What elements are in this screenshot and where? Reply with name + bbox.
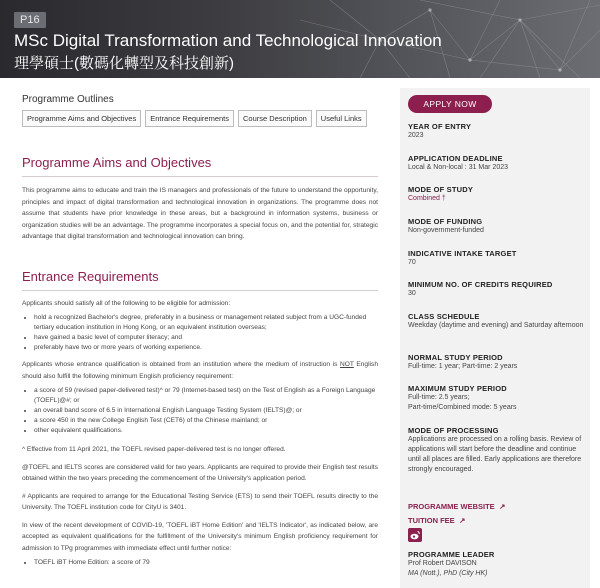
aims-text: This programme aims to educate and train the IS managers and professionals of the future to understand the opportunity, principles and impact of digital transformation and technological innovation in organizations. The programme does not assume that students have prior knowledge in these areas, but a background in information systems, business or organization studies will be an advantage. The programme incorporates a special focus on, and the potential for, strategic advantage that digital transformation and technological innovation can bring. (22, 187, 378, 240)
list-item: • preferably have two or more years of working experience. (34, 343, 378, 353)
field-label: APPLICATION DEADLINE (408, 154, 503, 163)
application-deadline (408, 154, 584, 173)
field-value: Local & Non-local : 31 Mar 2023 (408, 164, 508, 171)
external-link-icon: ↗ (459, 516, 466, 525)
weibo-glyph (408, 528, 422, 542)
leader-name: Prof Robert DAVISON (408, 560, 477, 567)
field-label: MODE OF PROCESSING (408, 426, 499, 435)
aims-title: Programme Aims and Objectives (22, 155, 212, 170)
list-item: • an overall band score of 6.5 in International English Language Testing System (IELTS)@; or (34, 406, 378, 416)
programme-banner (0, 0, 600, 78)
mode-of-funding (408, 217, 584, 236)
list-item: • TOEFL iBT Home Edition: a score of 79 (34, 558, 378, 568)
external-link-icon: ↗ (499, 502, 506, 511)
list-item: • a score 450 in the new College English Test (CET6) of the Chinese mainland; or (34, 416, 378, 426)
indicative-intake (408, 249, 584, 268)
ets-note: # Applicants are required to arrange for the Educational Testing Service (ETS) to send their TOEFL results directly to the University. The TOEFL institution code for CityU is 3401. (22, 492, 378, 511)
validity-note: @TOEFL and IELTS scores are considered valid for two years. Applicants are required to provide their English test results obtained within the two years preceding the commencement of the University's application period. (22, 463, 378, 482)
leader-qualifications: MA (Nott.), PhD (City HK) (408, 570, 488, 577)
field-label: NORMAL STUDY PERIOD (408, 353, 503, 362)
year-of-entry (408, 122, 584, 141)
dagger-icon: † (441, 195, 446, 202)
section-divider (22, 176, 378, 177)
field-label: MAXIMUM STUDY PERIOD (408, 384, 507, 393)
field-value: Weekday (daytime and evening) and Saturday afternoon (408, 322, 584, 329)
entrance-intro: Applicants should satisfy all of the following to be eligible for admission: (22, 299, 231, 307)
section-divider (22, 290, 378, 291)
class-schedule (408, 312, 584, 331)
entrance-section (22, 269, 378, 569)
field-value: 70 (408, 259, 416, 266)
tab-entrance-requirements[interactable]: Entrance Requirements (145, 110, 234, 127)
tab-aims-objectives[interactable]: Programme Aims and Objectives (22, 110, 141, 127)
weibo-share-icon[interactable] (408, 528, 422, 542)
minimum-credits (408, 280, 584, 299)
programme-info-sidebar (400, 88, 590, 588)
toefl-note: ^ Effective from 11 April 2021, the TOEFL revised paper-delivered test is no longer offered. (22, 446, 286, 453)
field-value: Non-government-funded (408, 227, 484, 234)
programme-title-zh: 理學碩士(數碼化轉型及科技創新) (14, 55, 234, 72)
field-label: YEAR OF ENTRY (408, 122, 472, 131)
medium-not-emphasis: NOT (339, 361, 354, 368)
maximum-study-period (408, 384, 584, 413)
normal-study-period (408, 353, 584, 372)
field-value: Full-time: 2.5 years; (408, 394, 470, 401)
list-item: • hold a recognized Bachelor's degree, preferably in a business or management related subject from a UGC-funded tertiary education institution in Hong Kong, or an equivalent institution overseas; (34, 313, 378, 333)
programme-website-label: PROGRAMME WEBSITE (408, 502, 495, 511)
field-value: Full-time: 1 year; Part-time: 2 years (408, 363, 518, 370)
programme-title-en: MSc Digital Transformation and Technological Innovation (14, 31, 442, 50)
programme-leader (408, 550, 584, 579)
programme-outlines-label: Programme Outlines (22, 94, 114, 105)
field-value: Combined (408, 195, 440, 202)
field-value: Part-time/Combined mode: 5 years (408, 404, 517, 411)
apply-now-button[interactable]: APPLY NOW (408, 95, 492, 113)
tuition-fee-link[interactable] (408, 510, 584, 528)
covid-note: In view of the recent development of COVID-19, 'TOEFL iBT Home Edition' and 'IELTS Indicator', as indicated below, are accepted as equivalent qualifications for the fulfillment of the University's minimum English proficiency requirement for admission to TPg programmes with immediate effect until further notice: (22, 521, 378, 552)
field-label: PROGRAMME LEADER (408, 550, 495, 559)
list-item: • a score of 59 (revised paper-delivered test)^ or 79 (Internet-based test) on the Test of English as a Foreign Language (TOEFL)@#; or (34, 386, 378, 406)
english-requirement-list (22, 386, 378, 436)
mode-of-study-link[interactable] (408, 194, 584, 204)
tab-useful-links[interactable]: Useful Links (316, 110, 367, 127)
field-label: INDICATIVE INTAKE TARGET (408, 249, 517, 258)
field-label: MODE OF STUDY (408, 185, 474, 194)
covid-list (22, 558, 378, 568)
outline-tabs (22, 110, 378, 127)
field-value: Applications are processed on a rolling basis. Review of applications will start before the deadline and continue until all places are filled. Early applications are therefore strongly encouraged. (408, 436, 582, 473)
eligibility-list (22, 313, 378, 353)
medium-of-instruction-text (22, 359, 378, 382)
field-label: MINIMUM NO. OF CREDITS REQUIRED (408, 280, 553, 289)
tab-course-description[interactable]: Course Description (238, 110, 312, 127)
medium-text-part: English should also fulfill the following minimum English proficiency requirement: (22, 361, 378, 380)
list-item: • have gained a basic level of computer literacy; and (34, 333, 378, 343)
share-button-wrap (408, 528, 584, 547)
medium-text-part: Applicants whose entrance qualification is obtained from an institution where the medium of instruction is (22, 361, 340, 368)
mode-of-processing (408, 426, 584, 475)
field-label: CLASS SCHEDULE (408, 312, 480, 321)
field-value: 2023 (408, 132, 424, 139)
list-item: • other equivalent qualifications. (34, 426, 378, 436)
aims-section (22, 155, 378, 243)
entrance-title: Entrance Requirements (22, 268, 159, 284)
mode-of-study (408, 185, 584, 204)
main-content (22, 88, 378, 568)
programme-code-badge: P16 (14, 12, 46, 28)
field-label: MODE OF FUNDING (408, 217, 483, 226)
field-value: 30 (408, 290, 416, 297)
tuition-fee-label: TUITION FEE (408, 516, 455, 525)
